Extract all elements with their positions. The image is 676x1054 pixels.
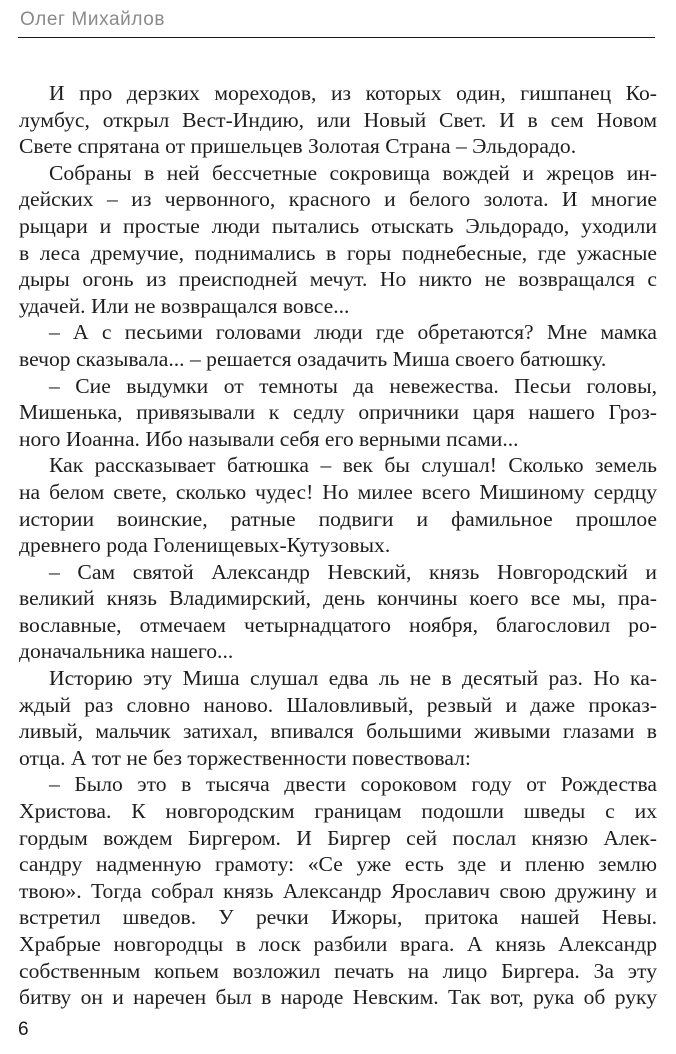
page-number: 6 bbox=[18, 1019, 29, 1040]
text-line: вечор сказывала... – решается озадачить Миша своего батюшку. bbox=[19, 346, 607, 371]
text-line: великий князь Владимирский, день кончины коего все мы, пра- bbox=[19, 586, 657, 611]
text-line: Мишенька, привязывали к седлу опричники царя нашего Гроз- bbox=[19, 400, 657, 425]
text-line: ного Иоанна. Ибо называли себя его верными псами... bbox=[19, 426, 519, 451]
text-line: ждый раз словно наново. Шаловливый, резвый и даже проказ- bbox=[19, 692, 657, 717]
text-line: – Сие выдумки от темноты да невежества. Песьи головы, bbox=[49, 373, 657, 398]
text-line: рыцари и простые люди пытались отыскать Эльдорадо, уходили bbox=[19, 213, 657, 238]
text-line: доначальника нашего... bbox=[19, 639, 234, 664]
text-line: дыры огонь из преисподней мечут. Но никто не возвращался с bbox=[19, 267, 657, 292]
text-line: на белом свете, сколько чудес! Но милее всего Мишиному сердцу bbox=[19, 479, 657, 504]
text-line: истории воинские, ратные подвиги и фамильное прошлое bbox=[19, 506, 657, 531]
text-line: – Сам святой Александр Невский, князь Новгородский и bbox=[49, 559, 657, 584]
text-line: – А с песьими головами люди где обретаются? Мне мамка bbox=[49, 320, 657, 345]
text-line: лумбус, открыл Вест-Индию, или Новый Свет. И в сем Новом bbox=[19, 107, 657, 132]
text-line: Свете спрятана от пришельцев Золотая Страна – Эльдорадо. bbox=[19, 134, 577, 159]
text-line: отца. А тот не без торжественности повествовал: bbox=[19, 745, 471, 770]
text-line: в леса дремучие, поднимались в горы поднебесные, где ужасные bbox=[19, 240, 657, 265]
text-line: встретил шведов. У речки Ижоры, притока нашей Невы. bbox=[19, 905, 657, 930]
text-line: твою». Тогда собрал князь Александр Ярославич свою дружину и bbox=[19, 878, 657, 903]
text-line: – Было это в тысяча двести сороковом году от Рождества bbox=[49, 772, 657, 797]
text-line: Собраны в ней бессчетные сокровища вождей и жрецов ин- bbox=[49, 160, 657, 185]
text-line: Историю эту Миша слушал едва ль не в десятый раз. Но ка- bbox=[49, 666, 657, 691]
body-text bbox=[19, 80, 657, 1011]
text-line: вославные, отмечаем четырнадцатого ноября, благословил ро- bbox=[19, 612, 657, 637]
text-line: Храбрые новгородцы в лоск разбили врага. А князь Александр bbox=[19, 932, 657, 956]
text-line: И про дерзких мореходов, из которых один, гишпанец Ко- bbox=[49, 81, 657, 105]
text-line: гордым вождем Биргером. И Биргер сей послал князю Алек- bbox=[19, 825, 657, 850]
header-rule bbox=[18, 37, 655, 38]
running-header bbox=[0, 0, 676, 40]
running-header-author: Олег Михайлов bbox=[20, 9, 166, 30]
text-line: битву он и наречен был в народе Невским. Так вот, рука об руку bbox=[19, 985, 657, 1010]
text-line: Христова. К новгородским границам подошли шведы с их bbox=[19, 799, 657, 824]
text-line: ливый, мальчик затихал, впивался большими живыми глазами в bbox=[19, 719, 657, 744]
text-line: Как рассказывает батюшка – век бы слушал! Сколько земель bbox=[49, 453, 657, 478]
text-line: дейских – из червонного, красного и белого золота. И многие bbox=[19, 187, 657, 212]
text-line: собственным копьем возложил печать на лицо Биргера. За эту bbox=[19, 958, 657, 983]
text-line: древнего рода Голенищевых-Кутузовых. bbox=[19, 533, 391, 558]
text-line: удачей. Или не возвращался вовсе... bbox=[19, 293, 350, 318]
text-line: сандру надменную грамоту: «Се уже есть зде и пленю землю bbox=[19, 852, 657, 877]
